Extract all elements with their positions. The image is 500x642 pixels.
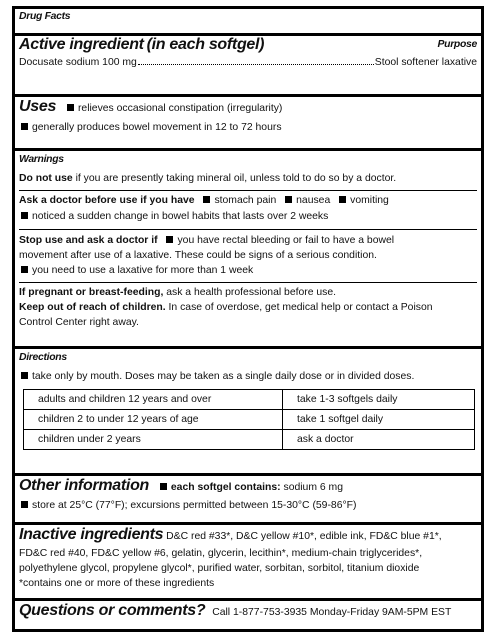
- table-cell: children under 2 years: [24, 430, 283, 450]
- other-info-text: store at 25°C (77°F); excursions permitted between 15-30°C (59-86°F): [32, 500, 357, 511]
- inactive-text: D&C red #33*, D&C yellow #10*, edible ink, FD&C blue #1*,: [166, 531, 442, 542]
- keep-out-line-2: Control Center right away.: [19, 317, 139, 328]
- uses-heading: Uses: [19, 98, 57, 115]
- uses-item: relieves occasional constipation (irregularity): [77, 103, 283, 114]
- other-info-text: sodium 6 mg: [283, 482, 343, 493]
- divider: [15, 598, 481, 601]
- bullet: [339, 196, 346, 203]
- other-info-line-2: [19, 499, 477, 512]
- divider: [19, 229, 477, 230]
- drug-facts-panel: [12, 6, 484, 632]
- pregnant-label: If pregnant or breast-feeding,: [19, 287, 164, 298]
- inactive-heading: Inactive ingredients: [19, 526, 164, 543]
- directions-heading: Directions: [19, 352, 67, 363]
- do-not-use-label: Do not use: [19, 173, 73, 184]
- table-cell: children 2 to under 12 years of age: [24, 410, 283, 430]
- bullet: [160, 483, 167, 490]
- warnings-heading: Warnings: [19, 154, 64, 165]
- pregnant-text: ask a health professional before use.: [166, 287, 337, 298]
- table-row: [24, 410, 475, 430]
- active-ingredient-subheading: (in each softgel): [146, 36, 265, 53]
- leader-dots: [138, 64, 374, 65]
- keep-out-text: In case of overdose, get medical help or contact a Poison: [168, 302, 433, 313]
- inactive-line-3: polyethylene glycol, propylene glycol*, purified water, sorbitan, sorbitol, titanium dioxide: [19, 563, 420, 574]
- stop-use-line-3: [19, 264, 477, 277]
- bullet: [21, 266, 28, 273]
- inactive-line-1: [19, 528, 477, 543]
- stop-use-line-2: movement after use of a laxative. These could be signs of a serious condition.: [19, 250, 377, 261]
- inactive-line-4: *contains one or more of these ingredients: [19, 578, 215, 589]
- do-not-use-line: [19, 172, 477, 185]
- directions-text: take only by mouth. Doses may be taken as a single daily dose or in divided doses.: [32, 371, 415, 382]
- bullet: [67, 104, 74, 111]
- divider: [15, 473, 481, 476]
- questions-text: Call 1-877-753-3935 Monday-Friday 9AM-5PM EST: [212, 607, 452, 618]
- uses-line-1: [19, 100, 477, 115]
- do-not-use-text: if you are presently taking mineral oil, unless told to do so by a doctor.: [75, 173, 397, 184]
- inactive-line-2: FD&C red #40, FD&C yellow #6, gelatin, glycerin, lecithin*, medium-chain triglycerides*,: [19, 548, 423, 559]
- divider: [15, 94, 481, 97]
- active-ingredient-name: Docusate sodium 100 mg: [19, 57, 137, 68]
- active-ingredient-purpose: Stool softener laxative: [374, 57, 477, 68]
- questions-heading: Questions or comments?: [19, 602, 206, 619]
- bullet: [21, 212, 28, 219]
- table-cell: ask a doctor: [283, 430, 475, 450]
- purpose-heading: Purpose: [437, 39, 477, 50]
- stop-use-text: you have rectal bleeding or fail to have a bowel: [177, 235, 395, 246]
- other-info-heading: Other information: [19, 477, 150, 494]
- table-row: [24, 390, 475, 410]
- stop-use-label: Stop use and ask a doctor if: [19, 235, 158, 246]
- stop-use-text: you need to use a laxative for more than 1 week: [32, 265, 254, 276]
- ask-doctor-line-2: [19, 210, 477, 223]
- directions-table: [23, 389, 475, 450]
- active-ingredient-heading: Active ingredient: [19, 36, 144, 53]
- table-cell: take 1 softgel daily: [283, 410, 475, 430]
- other-info-label: each softgel contains:: [170, 482, 281, 493]
- bullet: [203, 196, 210, 203]
- keep-out-line: [19, 301, 477, 314]
- ask-item: stomach pain: [214, 195, 277, 206]
- table-cell: take 1-3 softgels daily: [283, 390, 475, 410]
- directions-line: [19, 370, 477, 383]
- ask-doctor-label: Ask a doctor before use if you have: [19, 195, 195, 206]
- keep-out-label: Keep out of reach of children.: [19, 302, 166, 313]
- pregnant-line: [19, 286, 477, 299]
- ask-item: noticed a sudden change in bowel habits that lasts over 2 weeks: [32, 211, 329, 222]
- active-ingredient-row: [19, 57, 477, 68]
- divider: [19, 282, 477, 283]
- other-info-line-1: [19, 479, 477, 494]
- bullet: [285, 196, 292, 203]
- uses-line-2: [19, 121, 477, 134]
- drug-facts-title: Drug Facts: [19, 11, 71, 22]
- divider: [15, 522, 481, 525]
- table-row: [24, 430, 475, 450]
- ask-doctor-line: [19, 194, 477, 207]
- bullet: [21, 501, 28, 508]
- ask-item: nausea: [296, 195, 331, 206]
- uses-item: generally produces bowel movement in 12 to 72 hours: [32, 122, 282, 133]
- divider: [15, 148, 481, 151]
- divider: [15, 346, 481, 349]
- stop-use-line-1: [19, 234, 477, 247]
- questions-line: [19, 604, 477, 619]
- active-ingredient-header: [19, 38, 477, 53]
- bullet: [21, 372, 28, 379]
- table-cell: adults and children 12 years and over: [24, 390, 283, 410]
- divider: [19, 190, 477, 191]
- bullet: [166, 236, 173, 243]
- ask-item: vomiting: [350, 195, 389, 206]
- bullet: [21, 123, 28, 130]
